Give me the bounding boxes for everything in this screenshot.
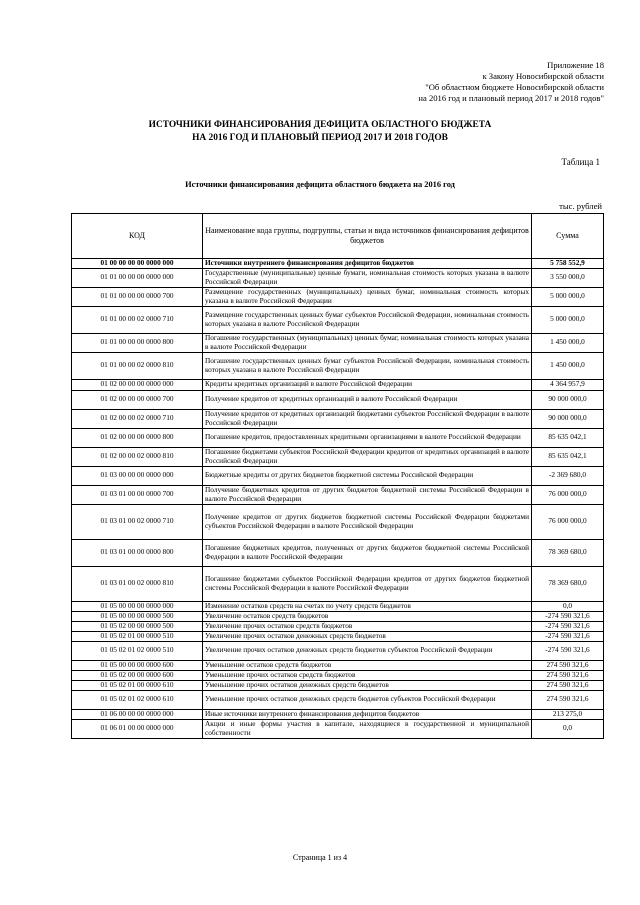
row-sum: 5 000 000,0 [532,306,604,333]
row-name: Увеличение остатков средств бюджетов [203,611,532,621]
appendix-line: к Закону Новосибирской области [482,71,604,81]
table-row [72,680,604,690]
row-name: Изменение остатков средств на счетах по учету средств бюджетов [203,601,532,611]
row-name: Погашение кредитов, предоставленных кредитными организациями в валюте Российской Федерации [203,428,532,447]
row-sum: 85 635 042,1 [532,447,604,466]
row-name: Государственные (муниципальные) ценные бумаги, номинальная стоимость которых указана в валюте Российской Федерации [203,268,532,287]
row-sum: 213 275,0 [532,709,604,719]
table-row [72,719,604,738]
row-code: 01 03 00 00 00 0000 000 [72,466,203,485]
row-name: Акции и иные формы участия в капитале, находящиеся в государственной и муниципальной собственности [203,719,532,738]
row-sum: 85 635 042,1 [532,428,604,447]
header-name: Наименование кода группы, подгруппы, статьи и вида источников финансирования дефицитов бюджетов [203,214,532,259]
row-sum: -2 369 680,0 [532,466,604,485]
row-sum: 3 550 000,0 [532,268,604,287]
table-row [72,352,604,379]
table-row [72,428,604,447]
table-row [72,306,604,333]
table-row [72,611,604,621]
row-name: Погашение бюджетных кредитов, полученных от других бюджетов бюджетной системы Российской Федерации в валюте Российской Федерации [203,539,532,566]
row-code: 01 01 00 00 00 0000 000 [72,268,203,287]
table-row [72,660,604,670]
row-name: Получение бюджетных кредитов от других бюджетов бюджетной системы Российской Федерации в валюте Российской Федерации [203,485,532,504]
header-sum: Сумма [532,214,604,259]
title-line: НА 2016 ГОД И ПЛАНОВЫЙ ПЕРИОД 2017 И 2018 ГОДОВ [192,133,448,143]
table-row [72,566,604,601]
table-row [72,539,604,566]
row-code: 01 05 02 01 00 0000 510 [72,631,203,641]
row-code: 01 06 01 00 00 0000 000 [72,719,203,738]
row-code: 01 02 00 00 00 0000 800 [72,428,203,447]
row-sum: 5 758 552,9 [532,259,604,269]
table-row [72,379,604,390]
table-row [72,409,604,428]
row-name: Увеличение прочих остатков средств бюджетов [203,621,532,631]
row-sum: 90 000 000,0 [532,409,604,428]
row-sum: 78 369 680,0 [532,566,604,601]
row-name: Иные источники внутреннего финансирования дефицитов бюджетов [203,709,532,719]
row-code: 01 05 02 00 00 0000 500 [72,621,203,631]
table-row [72,447,604,466]
table-row [72,485,604,504]
row-code: 01 05 02 01 00 0000 610 [72,680,203,690]
row-code: 01 02 00 00 02 0000 710 [72,409,203,428]
row-sum: 274 590 321,6 [532,690,604,709]
row-name: Бюджетные кредиты от других бюджетов бюджетной системы Российской Федерации [203,466,532,485]
table-row [72,287,604,306]
units-label: тыс. рублей [559,201,602,211]
table-row [72,268,604,287]
appendix-line: "Об областном бюджете Новосибирской области [425,82,604,92]
document-title [0,119,640,145]
header-code: КОД [72,214,203,259]
row-sum: 78 369 680,0 [532,539,604,566]
row-code: 01 06 00 00 00 0000 000 [72,709,203,719]
page-footer: Страница 1 из 4 [292,853,348,862]
row-sum: 1 450 000,0 [532,333,604,352]
row-code: 01 03 01 00 00 0000 800 [72,539,203,566]
row-code: 01 01 00 00 02 0000 810 [72,352,203,379]
row-sum: -274 590 321,6 [532,611,604,621]
row-name: Получение кредитов от других бюджетов бюджетной системы Российской Федерации бюджетами субъектов Российской Федерации в валюте Российской Федерации [203,504,532,539]
row-sum: 4 364 957,9 [532,379,604,390]
table-row [72,641,604,660]
table-row [72,601,604,611]
row-sum: 274 590 321,6 [532,680,604,690]
table-header-row [72,214,604,259]
table-row [72,670,604,680]
row-code: 01 05 00 00 00 0000 600 [72,660,203,670]
table-row [72,631,604,641]
row-sum: 1 450 000,0 [532,352,604,379]
row-name: Источники внутреннего финансирования дефицитов бюджетов [203,259,532,269]
row-code: 01 00 00 00 00 0000 000 [72,259,203,269]
row-code: 01 05 00 00 00 0000 500 [72,611,203,621]
row-name: Уменьшение прочих остатков средств бюджетов [203,670,532,680]
appendix-note [274,60,604,104]
table-row [72,709,604,719]
row-code: 01 05 02 01 02 0000 610 [72,690,203,709]
row-name: Размещение государственных (муниципальных) ценных бумаг, номинальная стоимость которых указана в валюте Российской Федерации [203,287,532,306]
row-name: Уменьшение остатков средств бюджетов [203,660,532,670]
row-code: 01 02 00 00 02 0000 810 [72,447,203,466]
table-subtitle: Источники финансирования дефицита областного бюджета на 2016 год [185,180,455,189]
row-name: Погашение бюджетами субъектов Российской Федерации кредитов от других бюджетов бюджетной системы Российской Федерации в валюте Российской Федерации [203,566,532,601]
table-body [72,259,604,739]
row-code: 01 02 00 00 00 0000 700 [72,390,203,409]
row-sum: 5 000 000,0 [532,287,604,306]
row-code: 01 01 00 00 00 0000 700 [72,287,203,306]
table-row [72,466,604,485]
row-name: Получение кредитов от кредитных организаций бюджетами субъектов Российской Федерации в валюте Российской Федерации [203,409,532,428]
table-row [72,333,604,352]
title-line: ИСТОЧНИКИ ФИНАНСИРОВАНИЯ ДЕФИЦИТА ОБЛАСТНОГО БЮДЖЕТА [148,120,492,130]
row-code: 01 03 01 00 00 0000 700 [72,485,203,504]
row-name: Получение кредитов от кредитных организаций в валюте Российской Федерации [203,390,532,409]
row-sum: -274 590 321,6 [532,631,604,641]
row-sum: 274 590 321,6 [532,670,604,680]
row-name: Погашение государственных (муниципальных) ценных бумаг, номинальная стоимость которых указана в валюте Российской Федерации [203,333,532,352]
row-code: 01 05 00 00 00 0000 000 [72,601,203,611]
table-number: Таблица 1 [561,157,600,167]
financing-table [71,213,604,739]
row-sum: -274 590 321,6 [532,621,604,631]
row-code: 01 01 00 00 00 0000 800 [72,333,203,352]
table-row [72,504,604,539]
row-name: Кредиты кредитных организаций в валюте Российской Федерации [203,379,532,390]
row-sum: 0,0 [532,719,604,738]
row-sum: 90 000 000,0 [532,390,604,409]
row-sum: 0,0 [532,601,604,611]
table-row [72,690,604,709]
appendix-line: на 2016 год и плановый период 2017 и 2018 годов" [418,93,604,103]
row-sum: -274 590 321,6 [532,641,604,660]
row-name: Увеличение прочих остатков денежных средств бюджетов субъектов Российской Федерации [203,641,532,660]
row-name: Уменьшение прочих остатков денежных средств бюджетов [203,680,532,690]
row-name: Уменьшение прочих остатков денежных средств бюджетов субъектов Российской Федерации [203,690,532,709]
row-name: Погашение бюджетами субъектов Российской Федерации кредитов от кредитных организаций в валюте Российской Федерации [203,447,532,466]
table-row [72,390,604,409]
table-row [72,259,604,269]
row-name: Погашение государственных ценных бумаг субъектов Российской Федерации, номинальная стоимость которых указана в валюте Российской Федерации [203,352,532,379]
row-code: 01 05 02 00 00 0000 600 [72,670,203,680]
appendix-line: Приложение 18 [547,60,604,70]
row-code: 01 02 00 00 00 0000 000 [72,379,203,390]
row-name: Размещение государственных ценных бумаг субъектов Российской Федерации, номинальная стоимость которых указана в валюте Российской Федерации [203,306,532,333]
row-sum: 76 000 000,0 [532,485,604,504]
row-sum: 76 000 000,0 [532,504,604,539]
row-name: Увеличение прочих остатков денежных средств бюджетов [203,631,532,641]
row-code: 01 01 00 00 02 0000 710 [72,306,203,333]
row-code: 01 03 01 00 02 0000 810 [72,566,203,601]
row-code: 01 03 01 00 02 0000 710 [72,504,203,539]
row-sum: 274 590 321,6 [532,660,604,670]
row-code: 01 05 02 01 02 0000 510 [72,641,203,660]
table-row [72,621,604,631]
